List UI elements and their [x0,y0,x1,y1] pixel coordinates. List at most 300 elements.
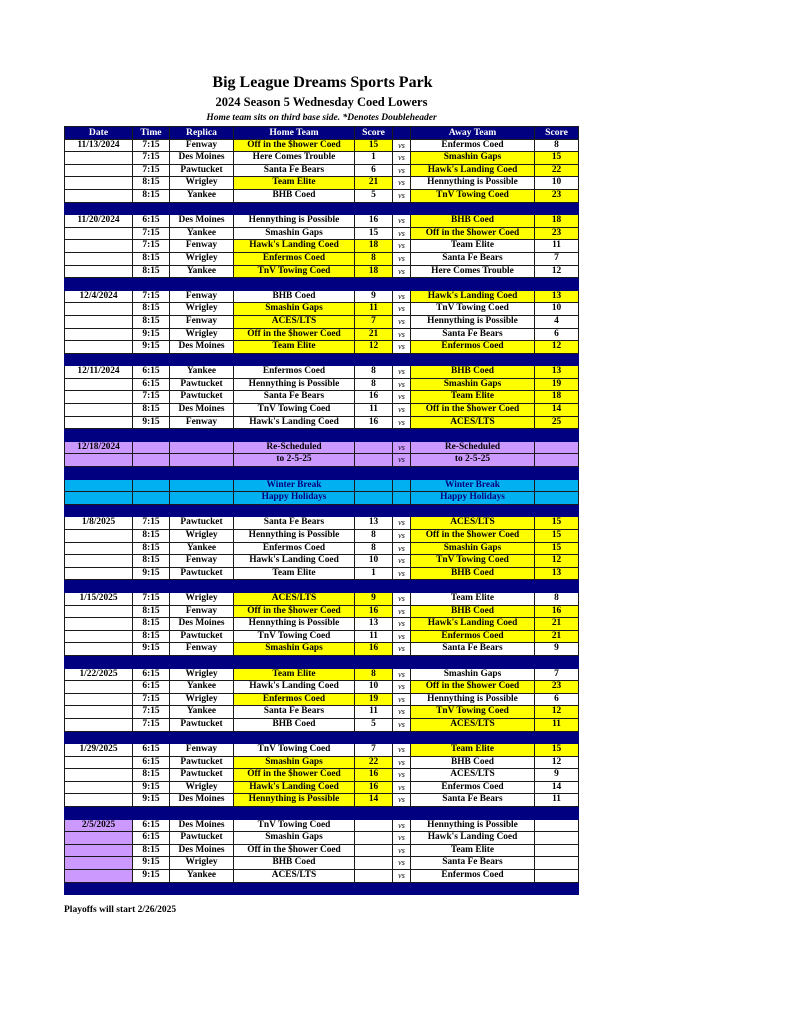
separator-cell [133,353,170,366]
field-cell: Pawtucket [170,517,234,530]
schedule-table [64,126,579,895]
vs-label: vs [393,567,411,580]
away-score-cell: 6 [535,328,579,341]
away-score-cell: 15 [535,517,579,530]
away-team-cell: Off in the $hower Coed [411,681,535,694]
home-score-cell: 11 [355,303,393,316]
separator-cell [234,353,355,366]
separator-cell [65,467,133,480]
game-row [65,870,579,883]
home-score-cell: 8 [355,252,393,265]
home-team-cell: TnV Towing Coed [234,265,355,278]
home-team-cell: Happy Holidays [234,492,355,505]
separator-cell [393,882,411,895]
vs-label: vs [393,252,411,265]
date-cell [65,618,133,631]
time-cell: 6:15 [133,378,170,391]
away-team-cell: BHB Coed [411,567,535,580]
separator-cell [535,807,579,820]
home-team-cell: Team Elite [234,177,355,190]
home-score-cell [355,819,393,832]
game-row [65,706,579,719]
away-score-cell: 18 [535,215,579,228]
away-score-cell [535,832,579,845]
away-team-cell: Re-Scheduled [411,441,535,454]
home-score-cell: 22 [355,756,393,769]
field-cell: Pawtucket [170,832,234,845]
vs-label: vs [393,139,411,152]
separator-cell [170,353,234,366]
separator-cell [355,580,393,593]
game-row [65,643,579,656]
date-cell [65,681,133,694]
date-cell: 1/8/2025 [65,517,133,530]
home-score-cell: 7 [355,744,393,757]
vs-label: vs [393,857,411,870]
time-cell: 9:15 [133,416,170,429]
game-row [65,240,579,253]
home-score-cell: 13 [355,618,393,631]
game-row [65,404,579,417]
away-team-cell: to 2-5-25 [411,454,535,467]
game-row [65,152,579,165]
separator-cell [65,202,133,215]
field-cell: Pawtucket [170,769,234,782]
vs-label: vs [393,681,411,694]
separator-cell [234,467,355,480]
vs-label: vs [393,832,411,845]
time-cell: 8:15 [133,315,170,328]
date-cell [65,605,133,618]
home-team-cell: BHB Coed [234,290,355,303]
home-score-cell: 15 [355,139,393,152]
separator-cell [170,504,234,517]
page-subtitle: 2024 Season 5 Wednesday Coed Lowers [215,95,428,109]
date-cell [65,567,133,580]
away-team-cell: ACES/LTS [411,718,535,731]
date-cell [65,240,133,253]
away-score-cell: 13 [535,567,579,580]
home-score-cell: 21 [355,177,393,190]
vs-label: vs [393,668,411,681]
game-row [65,391,579,404]
home-team-cell: Enfermos Coed [234,252,355,265]
time-cell: 6:15 [133,668,170,681]
away-team-cell: Team Elite [411,592,535,605]
date-cell: 11/13/2024 [65,139,133,152]
home-score-cell [355,832,393,845]
field-cell: Fenway [170,290,234,303]
home-score-cell: 12 [355,341,393,354]
separator-cell [411,655,535,668]
separator-cell [393,655,411,668]
home-team-cell: Santa Fe Bears [234,706,355,719]
away-team-cell: Hennything is Possible [411,819,535,832]
vs-label: vs [393,769,411,782]
week-separator [65,278,579,291]
date-cell [65,832,133,845]
vs-label: vs [393,706,411,719]
time-cell: 8:15 [133,177,170,190]
home-team-cell: Hennything is Possible [234,378,355,391]
separator-cell [170,731,234,744]
home-team-cell: TnV Towing Coed [234,819,355,832]
separator-cell [535,202,579,215]
home-score-cell: 21 [355,328,393,341]
time-cell: 7:15 [133,517,170,530]
home-team-cell: Hennything is Possible [234,215,355,228]
time-cell: 7:15 [133,592,170,605]
separator-cell [65,353,133,366]
column-header [393,127,411,140]
home-team-cell: Team Elite [234,341,355,354]
field-cell: Pawtucket [170,756,234,769]
away-score-cell [535,492,579,505]
home-score-cell: 16 [355,643,393,656]
separator-cell [170,278,234,291]
home-score-cell [355,492,393,505]
game-row [65,215,579,228]
away-score-cell: 9 [535,643,579,656]
away-score-cell: 11 [535,240,579,253]
game-row [65,139,579,152]
away-team-cell: Santa Fe Bears [411,794,535,807]
vs-label: vs [393,605,411,618]
away-score-cell: 15 [535,542,579,555]
separator-cell [133,882,170,895]
separator-cell [393,580,411,593]
time-cell [133,441,170,454]
field-cell: Wrigley [170,693,234,706]
vs-label: vs [393,618,411,631]
field-cell: Yankee [170,227,234,240]
time-cell: 9:15 [133,870,170,883]
vs-label: vs [393,152,411,165]
separator-cell [133,202,170,215]
vs-label: vs [393,744,411,757]
away-team-cell: Santa Fe Bears [411,643,535,656]
date-cell [65,706,133,719]
game-row [65,630,579,643]
separator-cell [411,429,535,442]
separator-cell [133,504,170,517]
vs-label: vs [393,441,411,454]
home-team-cell: Off in the $hower Coed [234,769,355,782]
away-score-cell [535,844,579,857]
vs-label: vs [393,756,411,769]
date-cell [65,870,133,883]
field-cell: Des Moines [170,618,234,631]
away-team-cell: BHB Coed [411,366,535,379]
time-cell: 8:15 [133,618,170,631]
field-cell: Wrigley [170,668,234,681]
vs-label: vs [393,819,411,832]
field-cell: Des Moines [170,794,234,807]
separator-cell [411,882,535,895]
time-cell: 6:15 [133,744,170,757]
vs-label: vs [393,164,411,177]
vs-label: vs [393,290,411,303]
separator-cell [234,202,355,215]
home-team-cell: Smashin Gaps [234,756,355,769]
game-row [65,265,579,278]
home-score-cell: 8 [355,542,393,555]
date-cell [65,177,133,190]
game-row [65,303,579,316]
away-score-cell: 12 [535,706,579,719]
home-team-cell: Here Comes Trouble [234,152,355,165]
home-team-cell: Hennything is Possible [234,794,355,807]
away-team-cell: Smashin Gaps [411,542,535,555]
separator-cell [535,580,579,593]
field-cell: Wrigley [170,857,234,870]
time-cell: 7:15 [133,164,170,177]
week-separator [65,882,579,895]
page-title: Big League Dreams Sports Park [212,74,433,91]
field-cell: Des Moines [170,844,234,857]
time-cell: 8:15 [133,189,170,202]
week-separator [65,580,579,593]
date-cell [65,794,133,807]
separator-cell [411,731,535,744]
separator-cell [65,504,133,517]
away-score-cell [535,819,579,832]
time-cell: 6:15 [133,215,170,228]
home-team-cell: Hawk's Landing Coed [234,416,355,429]
time-cell: 9:15 [133,794,170,807]
field-cell: Des Moines [170,341,234,354]
away-score-cell: 22 [535,164,579,177]
away-team-cell: Off in the $hower Coed [411,227,535,240]
field-cell: Pawtucket [170,630,234,643]
week-separator [65,504,579,517]
time-cell: 9:15 [133,643,170,656]
away-score-cell: 14 [535,781,579,794]
date-cell [65,328,133,341]
game-row [65,328,579,341]
away-score-cell: 8 [535,592,579,605]
home-team-cell: ACES/LTS [234,592,355,605]
game-row [65,794,579,807]
date-cell [65,555,133,568]
away-score-cell: 8 [535,139,579,152]
home-team-cell: Off in the $hower Coed [234,844,355,857]
home-score-cell: 18 [355,240,393,253]
away-score-cell: 14 [535,404,579,417]
away-score-cell: 16 [535,605,579,618]
separator-cell [393,467,411,480]
away-score-cell: 12 [535,265,579,278]
home-score-cell [355,857,393,870]
separator-cell [393,429,411,442]
home-score-cell: 19 [355,693,393,706]
away-team-cell: Hennything is Possible [411,693,535,706]
home-team-cell: Hawk's Landing Coed [234,781,355,794]
away-team-cell: Smashin Gaps [411,152,535,165]
vs-cell [393,479,411,492]
date-cell [65,844,133,857]
date-cell [65,265,133,278]
vs-label: vs [393,366,411,379]
separator-cell [65,580,133,593]
separator-cell [535,882,579,895]
header-row [65,127,579,140]
time-cell: 6:15 [133,756,170,769]
away-team-cell: BHB Coed [411,756,535,769]
separator-cell [355,353,393,366]
week-separator [65,467,579,480]
home-team-cell: Enfermos Coed [234,693,355,706]
game-row [65,252,579,265]
time-cell: 9:15 [133,567,170,580]
vs-label: vs [393,404,411,417]
away-team-cell: Santa Fe Bears [411,328,535,341]
away-team-cell: Hawk's Landing Coed [411,164,535,177]
field-cell: Des Moines [170,404,234,417]
game-row [65,681,579,694]
away-score-cell: 6 [535,693,579,706]
home-score-cell: 11 [355,630,393,643]
time-cell [133,492,170,505]
field-cell: Wrigley [170,328,234,341]
home-score-cell: 11 [355,404,393,417]
date-cell [65,391,133,404]
time-cell: 7:15 [133,391,170,404]
vs-label: vs [393,315,411,328]
vs-label: vs [393,303,411,316]
game-row [65,756,579,769]
date-cell [65,189,133,202]
home-score-cell [355,441,393,454]
home-team-cell: Off in the $hower Coed [234,605,355,618]
separator-cell [170,467,234,480]
separator-cell [411,202,535,215]
vs-label: vs [393,265,411,278]
date-cell: 1/22/2025 [65,668,133,681]
home-team-cell: Santa Fe Bears [234,391,355,404]
date-cell [65,530,133,543]
time-cell: 7:15 [133,693,170,706]
vs-label: vs [393,378,411,391]
separator-cell [411,807,535,820]
home-team-cell: Off in the $hower Coed [234,139,355,152]
game-row [65,592,579,605]
away-score-cell: 4 [535,315,579,328]
separator-cell [170,580,234,593]
vs-label: vs [393,517,411,530]
away-score-cell: 13 [535,290,579,303]
home-team-cell: BHB Coed [234,857,355,870]
separator-cell [234,580,355,593]
away-score-cell: 21 [535,630,579,643]
home-team-cell: Team Elite [234,567,355,580]
away-score-cell [535,454,579,467]
time-cell: 7:15 [133,706,170,719]
home-team-cell: Enfermos Coed [234,542,355,555]
field-cell: Wrigley [170,177,234,190]
separator-cell [355,467,393,480]
date-cell: 1/29/2025 [65,744,133,757]
home-score-cell: 8 [355,530,393,543]
game-row [65,769,579,782]
away-team-cell: BHB Coed [411,605,535,618]
field-cell: Wrigley [170,592,234,605]
game-row [65,857,579,870]
time-cell: 8:15 [133,769,170,782]
away-score-cell: 10 [535,303,579,316]
break-row [65,492,579,505]
date-cell [65,454,133,467]
time-cell: 7:15 [133,718,170,731]
time-cell: 8:15 [133,530,170,543]
vs-label: vs [393,844,411,857]
away-score-cell: 23 [535,681,579,694]
home-team-cell: Off in the $hower Coed [234,328,355,341]
home-score-cell: 8 [355,378,393,391]
away-team-cell: Hennything is Possible [411,177,535,190]
away-score-cell [535,857,579,870]
home-team-cell: Enfermos Coed [234,366,355,379]
away-score-cell: 15 [535,530,579,543]
away-team-cell: Team Elite [411,391,535,404]
separator-cell [411,353,535,366]
separator-cell [234,882,355,895]
home-team-cell: BHB Coed [234,718,355,731]
home-team-cell: Smashin Gaps [234,643,355,656]
game-row [65,315,579,328]
home-score-cell: 5 [355,189,393,202]
date-cell [65,718,133,731]
away-team-cell: Hennything is Possible [411,315,535,328]
field-cell: Wrigley [170,781,234,794]
away-score-cell: 12 [535,341,579,354]
separator-cell [355,278,393,291]
time-cell: 9:15 [133,781,170,794]
away-score-cell: 12 [535,555,579,568]
column-header: Score [535,127,579,140]
game-row [65,177,579,190]
away-team-cell: Smashin Gaps [411,378,535,391]
home-team-cell: to 2-5-25 [234,454,355,467]
away-team-cell: Smashin Gaps [411,668,535,681]
field-cell [170,479,234,492]
away-team-cell: TnV Towing Coed [411,555,535,568]
home-team-cell: TnV Towing Coed [234,630,355,643]
separator-cell [535,467,579,480]
vs-label: vs [393,542,411,555]
field-cell [170,454,234,467]
vs-cell [393,492,411,505]
date-cell [65,416,133,429]
separator-cell [133,731,170,744]
home-score-cell [355,844,393,857]
away-team-cell: Off in the $hower Coed [411,404,535,417]
field-cell: Pawtucket [170,718,234,731]
game-row [65,164,579,177]
vs-label: vs [393,530,411,543]
separator-cell [535,429,579,442]
home-score-cell: 6 [355,164,393,177]
week-separator [65,807,579,820]
time-cell: 8:15 [133,630,170,643]
date-cell [65,492,133,505]
separator-cell [355,429,393,442]
away-team-cell: Here Comes Trouble [411,265,535,278]
away-team-cell: ACES/LTS [411,517,535,530]
vs-label: vs [393,215,411,228]
home-score-cell: 7 [355,315,393,328]
separator-cell [393,278,411,291]
